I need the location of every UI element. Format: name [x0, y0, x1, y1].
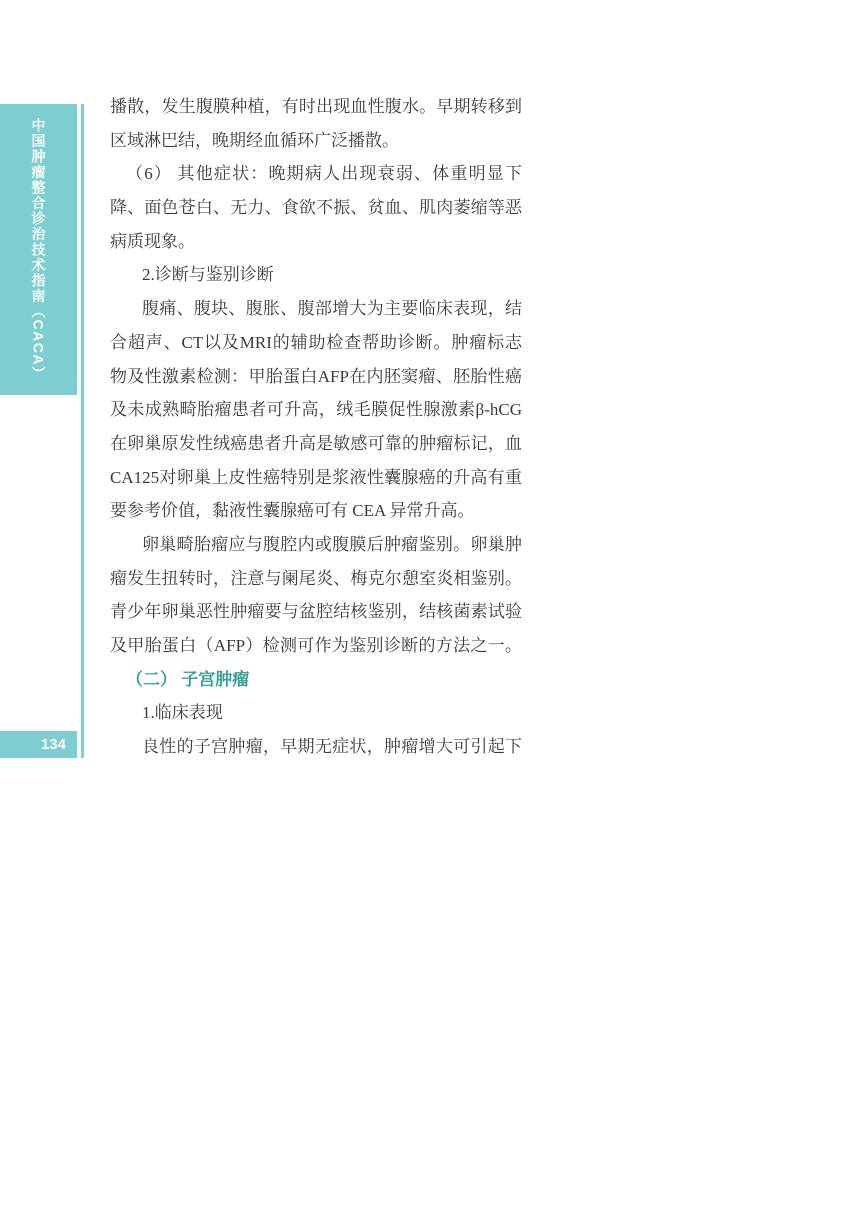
body-text-line: 卵巢畸胎瘤应与腹腔内或腹膜后肿瘤鉴别。卵巢肿: [142, 534, 522, 554]
body-text-line: 良性的子宫肿瘤，早期无症状，肿瘤增大可引起下: [142, 737, 522, 757]
body-text-line: 区域淋巴结，晚期经血循环广泛播散。: [110, 130, 399, 150]
body-text-line: 要参考价值，黏液性囊腺癌可有 CEA 异常升高。: [110, 501, 475, 521]
body-text-line: 降、面色苍白、无力、食欲不振、贫血、肌肉萎缩等恶: [110, 198, 522, 218]
body-text-line: 2.诊断与鉴别诊断: [142, 265, 274, 285]
page-number-badge: [0, 731, 77, 758]
book-title-vertical: 中国肿瘤整合诊治技术指南（CACA）: [30, 117, 47, 382]
body-text-line: 瘤发生扭转时，注意与阑尾炎、梅克尔憩室炎相鉴别。: [110, 568, 522, 588]
body-text-line: 青少年卵巢恶性肿瘤要与盆腔结核鉴别，结核菌素试验: [110, 602, 522, 622]
body-text-line: CA125对卵巢上皮性癌特别是浆液性囊腺癌的升高有重: [110, 467, 522, 487]
body-text-line: 病质现象。: [110, 231, 195, 251]
body-text-line: （6） 其他症状：晚期病人出现衰弱、体重明显下: [126, 164, 522, 184]
body-text-line: 合超声、CT以及MRI的辅助检查帮助诊断。肿瘤标志: [110, 332, 522, 352]
body-text-line: 及未成熟畸胎瘤患者可升高，绒毛膜促性腺激素β-hCG: [110, 400, 522, 420]
body-text-line: 播散，发生腹膜种植，有时出现血性腹水。早期转移到: [110, 97, 522, 116]
sidebar-divider-line: [81, 104, 84, 758]
body-text-line: 1.临床表现: [142, 703, 223, 723]
body-text-line: 及甲胎蛋白（AFP）检测可作为鉴别诊断的方法之一。: [110, 636, 522, 655]
body-text-line: 腹痛、腹块、腹胀、腹部增大为主要临床表现，结: [142, 299, 522, 319]
section-heading: （二） 子宫肿瘤: [126, 669, 250, 689]
body-text: [110, 90, 522, 764]
sidebar-banner: [0, 104, 77, 395]
body-text-line: 物及性激素检测：甲胎蛋白AFP在内胚窦瘤、胚胎性癌: [110, 366, 522, 386]
body-text-line: 在卵巢原发性绒癌患者升高是敏感可靠的肿瘤标记，血: [110, 433, 522, 453]
page-number: 134: [40, 736, 66, 753]
